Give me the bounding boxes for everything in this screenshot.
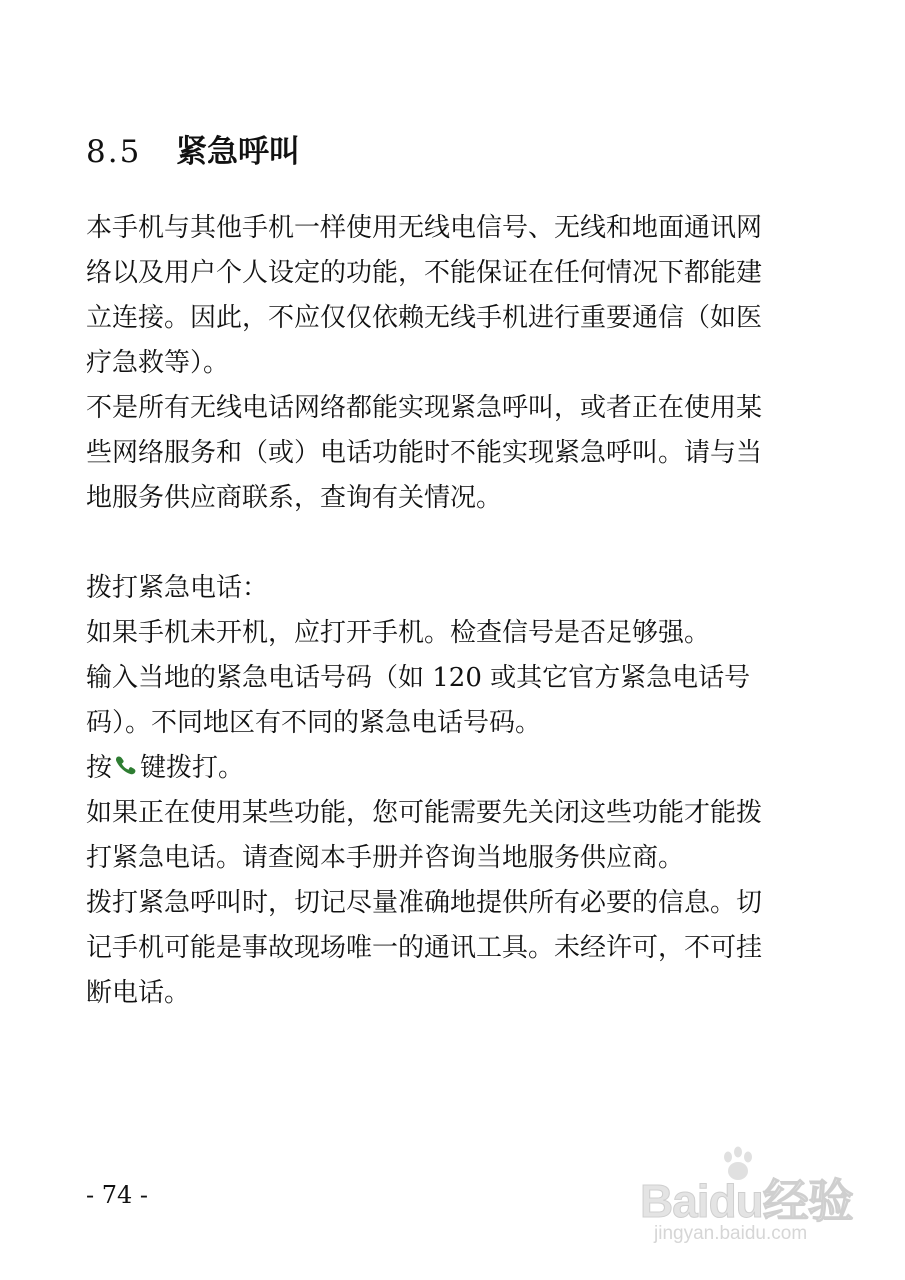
paragraph-line: 如果正在使用某些功能，您可能需要先关闭这些功能才能拨 [86, 798, 763, 828]
text-fragment: 键拨打。 [140, 753, 245, 783]
section-body [86, 206, 816, 1016]
paragraph-line-with-icon [86, 746, 816, 791]
paragraph-line: 打紧急电话。请查阅本手册并咨询当地服务供应商。 [86, 843, 685, 873]
blank-line [86, 521, 816, 566]
section-heading [86, 130, 300, 174]
paragraph-line: 如果手机未开机，应打开手机。检查信号是否足够强。 [86, 618, 711, 648]
paragraph-line: 立连接。因此，不应仅仅依赖无线手机进行重要通信（如医 [86, 303, 763, 333]
paragraph-line: 疗急救等）。 [86, 348, 230, 378]
paragraph-line: 断电话。 [86, 978, 191, 1008]
call-key-icon [114, 749, 138, 775]
baidu-watermark [640, 1145, 880, 1255]
paragraph-line: 记手机可能是事故现场唯一的通讯工具。未经许可，不可挂 [86, 933, 763, 963]
paragraph-line: 不是所有无线电话网络都能实现紧急呼叫，或者正在使用某 [86, 393, 763, 423]
paragraph-line: 地服务供应商联系，查询有关情况。 [86, 483, 503, 513]
paragraph-line: 络以及用户个人设定的功能，不能保证在任何情况下都能建 [86, 258, 763, 288]
section-number: 8.5 [86, 134, 142, 170]
watermark-url: jingyan.baidu.com [654, 1223, 808, 1244]
text-fragment: 按 [86, 753, 113, 783]
watermark-brand: Baidu经验 [640, 1175, 853, 1227]
paragraph-line: 码）。不同地区有不同的紧急电话号码。 [86, 708, 542, 738]
paragraph-line: 本手机与其他手机一样使用无线电信号、无线和地面通讯网 [86, 213, 763, 243]
section-title: 紧急呼叫 [176, 134, 300, 170]
paragraph-line: 些网络服务和（或）电话功能时不能实现紧急呼叫。请与当 [86, 438, 763, 468]
paragraph-line: 拨打紧急电话： [86, 573, 269, 603]
page-number: - 74 - [86, 1181, 149, 1209]
paragraph-line: 拨打紧急呼叫时，切记尽量准确地提供所有必要的信息。切 [86, 888, 763, 918]
paragraph-line: 输入当地的紧急电话号码（如 120 或其它官方紧急电话号 [86, 663, 751, 693]
